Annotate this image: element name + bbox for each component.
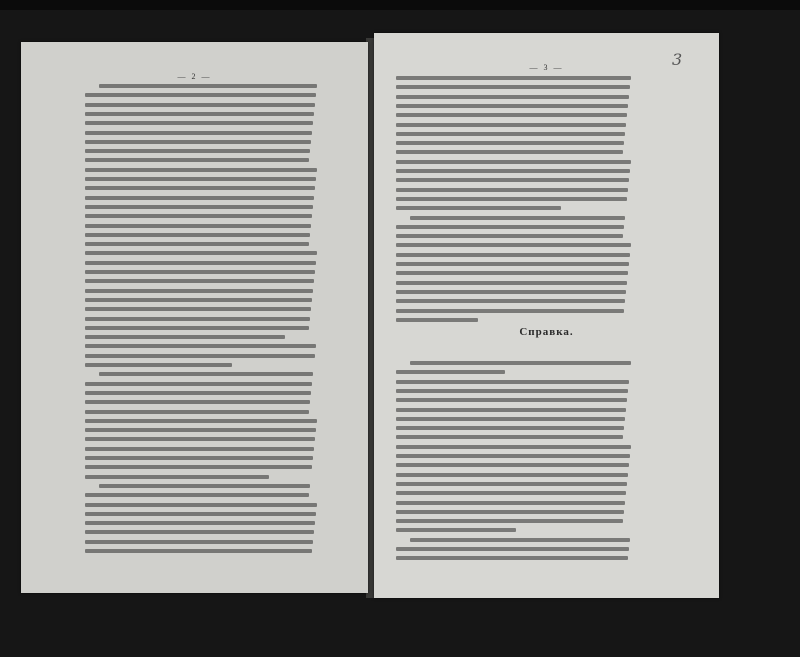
text-line <box>85 251 317 255</box>
text-line <box>396 370 505 374</box>
text-line <box>396 426 624 430</box>
text-line <box>85 233 310 237</box>
text-line <box>85 521 315 525</box>
text-line <box>85 242 309 246</box>
text-line <box>396 309 624 313</box>
text-line <box>85 475 269 479</box>
text-line <box>396 408 626 412</box>
text-line <box>85 447 314 451</box>
text-line <box>85 549 312 553</box>
text-line <box>396 445 631 449</box>
handwritten-page-number: 3 <box>672 50 683 69</box>
text-line <box>85 428 316 432</box>
text-line <box>85 289 313 293</box>
text-line <box>396 271 628 275</box>
text-line <box>396 556 628 560</box>
text-line <box>396 473 628 477</box>
text-line <box>85 335 285 339</box>
text-line <box>85 363 232 367</box>
text-line <box>396 178 629 182</box>
text-line <box>396 454 630 458</box>
text-line <box>85 540 313 544</box>
text-line <box>85 196 314 200</box>
text-line <box>396 417 625 421</box>
text-line <box>396 150 623 154</box>
text-line <box>85 298 312 302</box>
text-line <box>99 484 310 488</box>
text-line <box>85 344 316 348</box>
text-line <box>85 279 314 283</box>
text-line <box>99 84 317 88</box>
text-line <box>85 382 312 386</box>
text-line <box>396 95 629 99</box>
text-line <box>396 501 625 505</box>
text-line <box>410 216 625 220</box>
text-line <box>396 547 629 551</box>
text-line <box>85 93 316 97</box>
scan-top-edge <box>0 0 800 10</box>
text-line <box>85 326 309 330</box>
text-line <box>396 510 624 514</box>
text-line <box>396 206 561 210</box>
text-line <box>396 169 630 173</box>
text-line <box>396 197 627 201</box>
text-line <box>85 103 315 107</box>
text-line <box>396 281 627 285</box>
text-line <box>85 317 310 321</box>
text-line <box>396 318 478 322</box>
text-line <box>396 188 628 192</box>
left-page <box>21 42 368 593</box>
text-line <box>85 261 316 265</box>
text-line <box>396 491 626 495</box>
left-page-number: — 2 — <box>177 72 212 81</box>
text-line <box>396 160 631 164</box>
text-line <box>396 463 629 467</box>
text-line <box>396 299 625 303</box>
text-line <box>396 380 629 384</box>
text-line <box>85 354 315 358</box>
text-line <box>85 391 311 395</box>
right-page-number: — 3 — <box>529 63 564 72</box>
text-line <box>85 149 310 153</box>
text-line <box>85 168 317 172</box>
text-line <box>396 262 629 266</box>
text-line <box>396 132 625 136</box>
text-line <box>396 482 627 486</box>
text-line <box>85 121 313 125</box>
text-line <box>410 538 630 542</box>
text-line <box>85 493 309 497</box>
section-heading: Справка. <box>519 326 574 338</box>
text-line <box>396 290 626 294</box>
text-line <box>85 131 312 135</box>
text-line <box>85 186 315 190</box>
text-line <box>85 503 317 507</box>
text-line <box>85 140 311 144</box>
text-line <box>85 456 313 460</box>
text-line <box>396 234 623 238</box>
text-line <box>396 85 630 89</box>
text-line <box>85 214 312 218</box>
text-line <box>396 519 623 523</box>
text-line <box>396 113 627 117</box>
text-line <box>85 400 310 404</box>
text-line <box>85 419 317 423</box>
text-line <box>396 141 624 145</box>
text-line <box>85 270 315 274</box>
text-line <box>85 224 311 228</box>
text-line <box>396 528 516 532</box>
text-line <box>396 243 631 247</box>
text-line <box>396 104 628 108</box>
text-line <box>85 512 316 516</box>
text-line <box>396 389 628 393</box>
text-line <box>396 253 630 257</box>
text-line <box>85 530 314 534</box>
text-line <box>85 437 315 441</box>
text-line <box>396 435 623 439</box>
text-line <box>85 112 314 116</box>
text-line <box>99 372 313 376</box>
text-line <box>85 307 311 311</box>
text-line <box>396 123 626 127</box>
text-line <box>396 398 627 402</box>
text-line <box>85 205 313 209</box>
text-line <box>85 177 316 181</box>
text-line <box>85 158 309 162</box>
text-line <box>396 76 631 80</box>
right-page <box>374 33 719 598</box>
text-line <box>410 361 631 365</box>
text-line <box>396 225 624 229</box>
text-line <box>85 465 312 469</box>
text-line <box>85 410 309 414</box>
